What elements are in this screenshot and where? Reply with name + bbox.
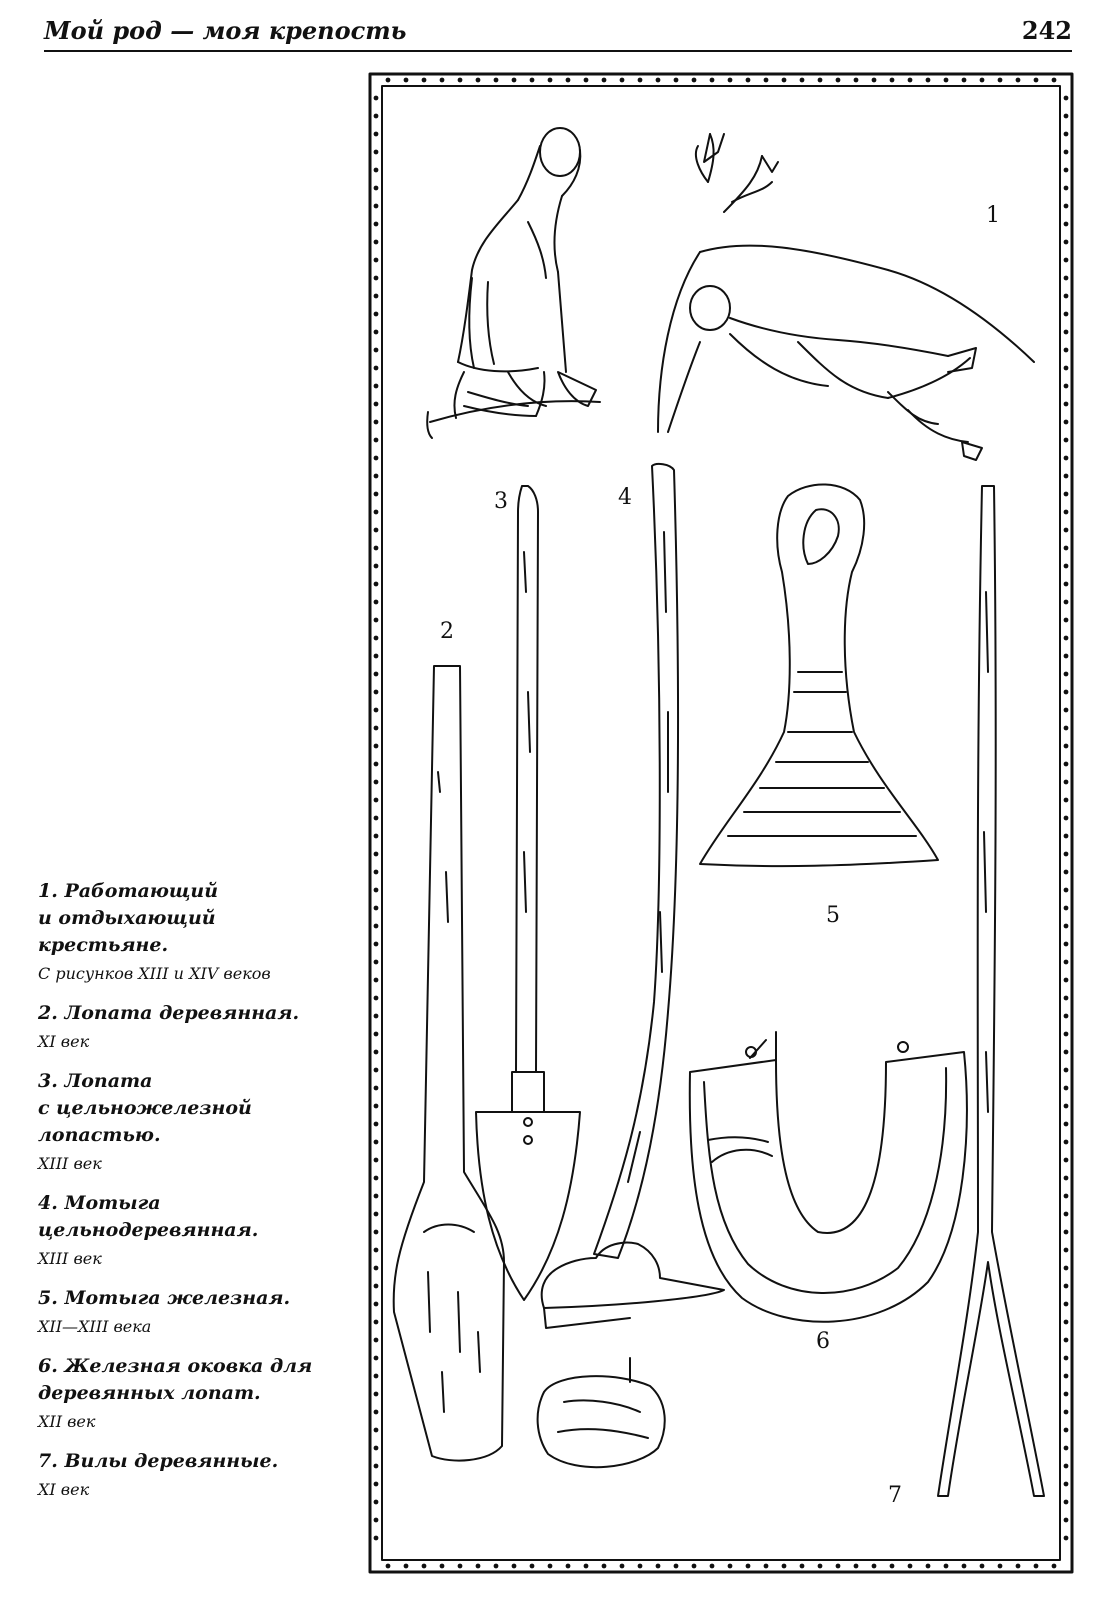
- frame-dot: [374, 1374, 379, 1379]
- frame-dot: [1064, 294, 1069, 299]
- frame-dot: [1064, 816, 1069, 821]
- frame-dot: [374, 834, 379, 839]
- frame-dot: [764, 78, 769, 83]
- frame-dot: [374, 1356, 379, 1361]
- frame-dot: [404, 78, 409, 83]
- frame-dot: [620, 1564, 625, 1569]
- header-title: Мой род — моя крепость: [44, 16, 407, 45]
- frame-dot: [1064, 492, 1069, 497]
- frame-dot: [1064, 672, 1069, 677]
- frame-dot: [926, 1564, 931, 1569]
- frame-dot: [1064, 546, 1069, 551]
- frame-dot: [1064, 762, 1069, 767]
- frame-dot: [422, 78, 427, 83]
- frame-dot: [374, 546, 379, 551]
- frame-dot: [1064, 510, 1069, 515]
- frame-dot: [692, 1564, 697, 1569]
- frame-dot: [980, 78, 985, 83]
- frame-dot: [1052, 1564, 1057, 1569]
- frame-dot: [890, 78, 895, 83]
- frame-dot: [1064, 924, 1069, 929]
- frame-dot: [638, 78, 643, 83]
- frame-dot: [926, 78, 931, 83]
- frame-dot: [1064, 1104, 1069, 1109]
- frame-dot: [746, 78, 751, 83]
- frame-dot: [800, 1564, 805, 1569]
- frame-dot: [374, 150, 379, 155]
- frame-dot: [374, 1032, 379, 1037]
- frame-dot: [1064, 312, 1069, 317]
- frame-dot: [710, 1564, 715, 1569]
- frame-dot: [674, 1564, 679, 1569]
- frame-dot: [1064, 1446, 1069, 1451]
- frame-dot: [620, 78, 625, 83]
- caption-title: 7. Вилы деревянные.: [38, 1450, 279, 1472]
- caption-date: XII—XIII века: [38, 1317, 152, 1336]
- frame-dot: [374, 168, 379, 173]
- frame-dot: [548, 1564, 553, 1569]
- frame-dot: [1064, 420, 1069, 425]
- frame-dot: [584, 1564, 589, 1569]
- frame-dot: [746, 1564, 751, 1569]
- frame-dot: [548, 78, 553, 83]
- frame-dot: [1064, 240, 1069, 245]
- frame-dot: [374, 1104, 379, 1109]
- frame-dot: [1064, 978, 1069, 983]
- frame-dot: [374, 852, 379, 857]
- frame-dot: [782, 1564, 787, 1569]
- frame-dot: [1064, 798, 1069, 803]
- frame-dot: [566, 78, 571, 83]
- frame-dot: [854, 78, 859, 83]
- frame-dot: [374, 906, 379, 911]
- frame-dot: [1064, 1248, 1069, 1253]
- frame-dot: [818, 1564, 823, 1569]
- frame-dot: [872, 1564, 877, 1569]
- frame-dot: [1064, 1212, 1069, 1217]
- figure-number-1: 1: [986, 203, 1000, 228]
- frame-dot: [374, 1140, 379, 1145]
- frame-dot: [1064, 564, 1069, 569]
- plate-svg: [368, 72, 1074, 1574]
- frame-dot: [1034, 1564, 1039, 1569]
- frame-dot: [1064, 1158, 1069, 1163]
- wooden-spade-drawing: [394, 666, 504, 1461]
- frame-dot: [1064, 384, 1069, 389]
- frame-dot: [374, 1284, 379, 1289]
- frame-dot: [374, 186, 379, 191]
- frame-dot: [374, 978, 379, 983]
- frame-dot: [1064, 1266, 1069, 1271]
- frame-dot: [374, 528, 379, 533]
- frame-dot: [422, 1564, 427, 1569]
- frame-dot: [1064, 852, 1069, 857]
- frame-dot: [374, 1428, 379, 1433]
- frame-dot: [1064, 654, 1069, 659]
- frame-dot: [1064, 1230, 1069, 1235]
- frame-dot: [476, 1564, 481, 1569]
- frame-dot: [584, 78, 589, 83]
- frame-dot: [374, 510, 379, 515]
- frame-dot: [764, 1564, 769, 1569]
- frame-dot: [1064, 690, 1069, 695]
- frame-dot: [374, 870, 379, 875]
- caption-4: [38, 1190, 350, 1271]
- frame-dot: [374, 726, 379, 731]
- frame-dot: [374, 1068, 379, 1073]
- frame-dot: [374, 1302, 379, 1307]
- frame-dot: [374, 1500, 379, 1505]
- frame-dot: [1064, 528, 1069, 533]
- frame-dot: [374, 924, 379, 929]
- figure-number-5: 5: [826, 903, 840, 928]
- iron-spade-drawing: [476, 486, 580, 1300]
- caption-3: [38, 1068, 350, 1176]
- frame-dot: [374, 366, 379, 371]
- frame-dot: [374, 492, 379, 497]
- caption-title: 1. Работающий и отдыхающий крестьяне.: [38, 880, 219, 956]
- frame-dot: [1064, 1014, 1069, 1019]
- frame-dot: [374, 474, 379, 479]
- frame-dot: [374, 798, 379, 803]
- frame-dot: [1064, 1428, 1069, 1433]
- frame-dot: [836, 78, 841, 83]
- caption-title: 2. Лопата деревянная.: [38, 1002, 300, 1024]
- frame-dot: [1064, 1464, 1069, 1469]
- frame-dot: [374, 1482, 379, 1487]
- frame-dot: [1064, 870, 1069, 875]
- frame-dot: [374, 1536, 379, 1541]
- caption-title: 4. Мотыга цельнодеревянная.: [38, 1192, 259, 1241]
- frame-dot: [1064, 276, 1069, 281]
- resting-peasant-drawing: [658, 134, 1034, 460]
- frame-dot: [374, 672, 379, 677]
- frame-dot: [374, 312, 379, 317]
- caption-date: XIII век: [38, 1249, 102, 1268]
- frame-dot: [374, 330, 379, 335]
- frame-dot: [374, 204, 379, 209]
- frame-inner: [382, 86, 1060, 1560]
- frame-dot: [530, 1564, 535, 1569]
- frame-dot: [1064, 1518, 1069, 1523]
- frame-dot: [1064, 888, 1069, 893]
- frame-dot: [374, 888, 379, 893]
- frame-dot: [440, 1564, 445, 1569]
- frame-dot: [386, 1564, 391, 1569]
- frame-dot: [374, 222, 379, 227]
- frame-dot: [374, 690, 379, 695]
- frame-dot: [1064, 96, 1069, 101]
- frame-dot: [1064, 474, 1069, 479]
- frame-dot: [374, 1464, 379, 1469]
- frame-dot: [1064, 1410, 1069, 1415]
- frame-dot: [1064, 600, 1069, 605]
- frame-dot: [386, 78, 391, 83]
- frame-dot: [710, 78, 715, 83]
- frame-dot: [728, 1564, 733, 1569]
- frame-dot: [374, 1392, 379, 1397]
- frame-dot: [692, 78, 697, 83]
- frame-dot: [1064, 636, 1069, 641]
- frame-dot: [1064, 1050, 1069, 1055]
- frame-dot: [374, 1086, 379, 1091]
- frame-dot: [962, 1564, 967, 1569]
- frame-dot: [1064, 726, 1069, 731]
- captions-list: [38, 878, 350, 1516]
- frame-dot: [374, 762, 379, 767]
- illustration-plate: [368, 72, 1074, 1574]
- frame-dot: [1064, 366, 1069, 371]
- figure-number-7: 7: [888, 1483, 902, 1508]
- caption-date: XII век: [38, 1412, 96, 1431]
- frame-dot: [674, 78, 679, 83]
- frame-dot: [1064, 114, 1069, 119]
- frame-dot: [374, 1014, 379, 1019]
- frame-dot: [944, 78, 949, 83]
- frame-dot: [1064, 1338, 1069, 1343]
- frame-dot: [458, 78, 463, 83]
- frame-dot: [440, 78, 445, 83]
- frame-dot: [374, 438, 379, 443]
- frame-dot: [404, 1564, 409, 1569]
- frame-dot: [1064, 1032, 1069, 1037]
- frame-dot: [836, 1564, 841, 1569]
- frame-dot: [1016, 78, 1021, 83]
- frame-dot: [374, 708, 379, 713]
- wooden-hoe-drawing: [538, 464, 724, 1467]
- frame-dot: [854, 1564, 859, 1569]
- frame-dot: [374, 1230, 379, 1235]
- frame-dot: [1064, 1392, 1069, 1397]
- frame-dot: [374, 1410, 379, 1415]
- frame-dot: [374, 96, 379, 101]
- frame-dot: [1064, 330, 1069, 335]
- frame-dot: [908, 78, 913, 83]
- caption-2: [38, 1000, 350, 1054]
- header-rule: [44, 50, 1072, 52]
- frame-dot: [374, 456, 379, 461]
- frame-dot: [1064, 1176, 1069, 1181]
- frame-dot: [374, 258, 379, 263]
- frame-dot: [374, 276, 379, 281]
- frame-dot: [1064, 834, 1069, 839]
- frame-dot: [998, 1564, 1003, 1569]
- frame-dot: [1064, 1536, 1069, 1541]
- frame-dot: [1064, 402, 1069, 407]
- frame-dot: [374, 618, 379, 623]
- figure-number-4: 4: [618, 485, 632, 510]
- caption-date: С рисунков XIII и XIV веков: [38, 964, 271, 983]
- frame-dot: [656, 78, 661, 83]
- figure-number-3: 3: [494, 489, 508, 514]
- frame-dot: [1064, 780, 1069, 785]
- working-peasant-drawing: [427, 128, 600, 438]
- frame-dot: [374, 1212, 379, 1217]
- frame-dot: [374, 1338, 379, 1343]
- frame-dot: [374, 1248, 379, 1253]
- frame-dot: [800, 78, 805, 83]
- frame-dot: [1064, 1302, 1069, 1307]
- frame-dot: [374, 636, 379, 641]
- frame-dot: [782, 78, 787, 83]
- frame-dot: [374, 582, 379, 587]
- frame-dot: [944, 1564, 949, 1569]
- frame-dot: [1064, 1320, 1069, 1325]
- frame-dot: [374, 384, 379, 389]
- wooden-pitchfork-drawing: [938, 486, 1044, 1496]
- iron-binding-drawing: [690, 1032, 967, 1322]
- frame-dot: [374, 132, 379, 137]
- frame-dot: [728, 78, 733, 83]
- frame-dot: [1064, 618, 1069, 623]
- frame-dot: [1064, 1068, 1069, 1073]
- frame-dot: [374, 348, 379, 353]
- frame-dot: [374, 294, 379, 299]
- frame-dot: [374, 960, 379, 965]
- frame-dot: [1064, 1284, 1069, 1289]
- frame-dot: [1064, 1500, 1069, 1505]
- frame-dot: [374, 1446, 379, 1451]
- frame-dot: [374, 1158, 379, 1163]
- frame-dot: [374, 780, 379, 785]
- frame-dot: [374, 744, 379, 749]
- frame-dot: [962, 78, 967, 83]
- iron-hoe-drawing: [700, 484, 938, 866]
- frame-outer: [370, 74, 1072, 1572]
- frame-dot: [374, 600, 379, 605]
- frame-dot: [656, 1564, 661, 1569]
- frame-dot: [980, 1564, 985, 1569]
- frame-dot: [566, 1564, 571, 1569]
- frame-dot: [998, 78, 1003, 83]
- frame-dot: [1064, 1482, 1069, 1487]
- frame-dot: [1064, 708, 1069, 713]
- caption-date: XIII век: [38, 1154, 102, 1173]
- frame-dot: [1064, 1374, 1069, 1379]
- caption-title: 5. Мотыга железная.: [38, 1287, 291, 1309]
- frame-dot: [512, 78, 517, 83]
- frame-dot: [374, 1518, 379, 1523]
- frame-dot: [1064, 222, 1069, 227]
- frame-dot: [1016, 1564, 1021, 1569]
- frame-dot: [1064, 942, 1069, 947]
- frame-dot: [494, 1564, 499, 1569]
- figure-number-6: 6: [816, 1329, 830, 1354]
- frame-dot: [872, 78, 877, 83]
- frame-dot: [1064, 1086, 1069, 1091]
- frame-dot: [1064, 1356, 1069, 1361]
- frame-dot: [530, 78, 535, 83]
- frame-dot: [1064, 348, 1069, 353]
- frame-dot: [374, 1122, 379, 1127]
- frame-dot: [374, 816, 379, 821]
- frame-dot: [1064, 204, 1069, 209]
- frame-dot: [1034, 78, 1039, 83]
- frame-dot: [374, 420, 379, 425]
- frame-dot: [890, 1564, 895, 1569]
- caption-7: [38, 1448, 350, 1502]
- frame-dot: [1064, 582, 1069, 587]
- frame-dot: [374, 114, 379, 119]
- frame-dot: [374, 996, 379, 1001]
- frame-dot: [1064, 456, 1069, 461]
- caption-title: 6. Железная оковка для деревянных лопат.: [38, 1355, 313, 1404]
- frame-dot: [1064, 1140, 1069, 1145]
- frame-dot: [374, 402, 379, 407]
- frame-dot: [818, 78, 823, 83]
- caption-5: [38, 1285, 350, 1339]
- caption-1: [38, 878, 350, 986]
- frame-dot: [1064, 258, 1069, 263]
- page-number: 242: [1021, 16, 1072, 45]
- frame-dot: [494, 78, 499, 83]
- frame-dot: [1064, 906, 1069, 911]
- frame-dot: [374, 654, 379, 659]
- frame-dot: [638, 1564, 643, 1569]
- frame-dot: [1064, 132, 1069, 137]
- frame-dot: [374, 1266, 379, 1271]
- frame-dot: [1064, 186, 1069, 191]
- caption-date: XI век: [38, 1480, 90, 1499]
- frame-dot: [1064, 1122, 1069, 1127]
- frame-dot: [1064, 150, 1069, 155]
- frame-dot: [512, 1564, 517, 1569]
- frame-dot: [1052, 78, 1057, 83]
- frame-dot: [1064, 960, 1069, 965]
- frame-dot: [458, 1564, 463, 1569]
- frame-dot: [602, 78, 607, 83]
- frame-dot: [476, 78, 481, 83]
- frame-dot: [374, 1194, 379, 1199]
- frame-dot: [1064, 438, 1069, 443]
- frame-dot: [374, 1320, 379, 1325]
- frame-dot: [1064, 1194, 1069, 1199]
- caption-date: XI век: [38, 1032, 90, 1051]
- frame-dot: [908, 1564, 913, 1569]
- frame-dot: [374, 1050, 379, 1055]
- caption-6: [38, 1353, 350, 1434]
- frame-dot: [602, 1564, 607, 1569]
- frame-dot: [374, 1176, 379, 1181]
- frame-dot: [1064, 168, 1069, 173]
- caption-title: 3. Лопата с цельножелезной лопастью.: [38, 1070, 252, 1146]
- frame-dot: [1064, 996, 1069, 1001]
- frame-dot: [374, 240, 379, 245]
- frame-dot: [374, 942, 379, 947]
- frame-dot: [374, 564, 379, 569]
- frame-dot: [1064, 744, 1069, 749]
- figure-number-2: 2: [440, 619, 454, 644]
